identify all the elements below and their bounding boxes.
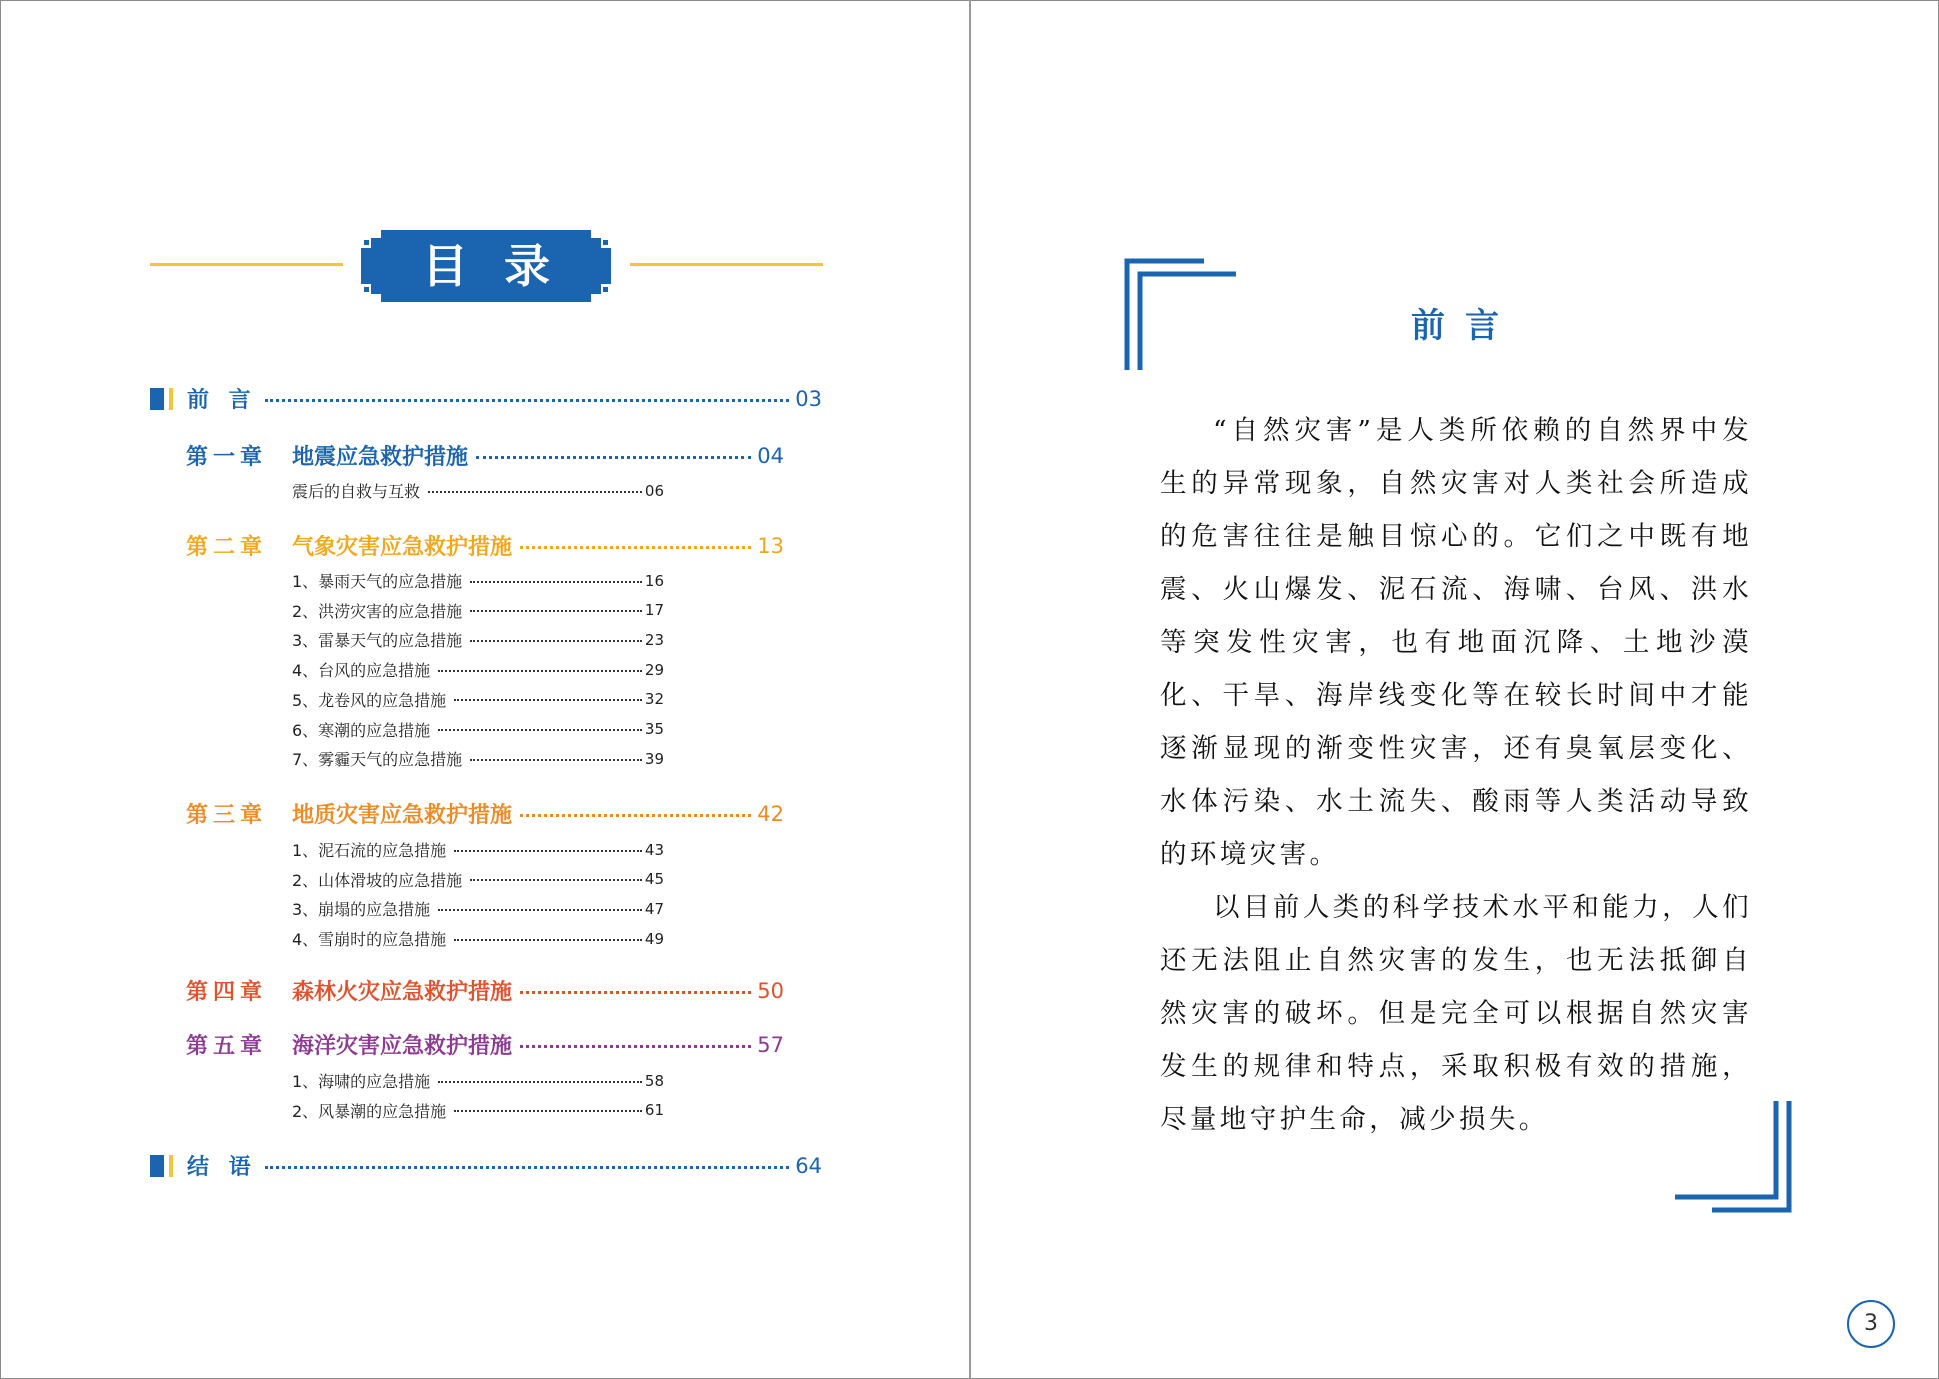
toc-section-entry[interactable] — [292, 628, 664, 651]
preface-body — [1160, 404, 1752, 1146]
chapter-page: 50 — [757, 978, 784, 1003]
toc-section-entry[interactable] — [292, 658, 664, 681]
chapter-number: 第四章 — [186, 980, 268, 1005]
section-label: 6、寒潮的应急措施 — [292, 720, 431, 740]
toc-chapter-entry[interactable] — [186, 798, 784, 829]
leader-dots — [520, 546, 751, 549]
section-page: 06 — [644, 481, 664, 500]
section-label: 2、风暴潮的应急措施 — [292, 1101, 447, 1121]
section-label: 3、崩塌的应急措施 — [292, 900, 431, 920]
title-rule-right — [630, 263, 823, 266]
leader-dots — [454, 939, 642, 941]
chapter-number: 第一章 — [186, 445, 268, 470]
section-page: 58 — [644, 1071, 664, 1090]
toc-epilogue-label: 结 语 — [187, 1155, 257, 1180]
section-label: 1、海啸的应急措施 — [292, 1072, 431, 1091]
leader-dots — [520, 1045, 751, 1048]
leader-dots — [454, 850, 642, 852]
toc-epilogue-entry[interactable] — [150, 1150, 822, 1181]
toc-section-entry[interactable] — [292, 479, 664, 502]
leader-dots — [520, 991, 751, 994]
toc-section-entry[interactable] — [292, 569, 664, 592]
section-page: 49 — [644, 929, 664, 948]
section-label: 4、台风的应急措施 — [292, 661, 431, 681]
chapter-title: 地震应急救护措施 — [292, 445, 469, 470]
toc-marker-icon — [150, 1155, 164, 1177]
preface-title: 前言 — [1411, 306, 1519, 346]
section-label: 震后的自救与互救 — [292, 482, 421, 501]
chapter-page: 57 — [757, 1032, 784, 1057]
leader-dots — [470, 581, 642, 583]
toc-chapter-entry[interactable] — [186, 530, 784, 561]
leader-dots — [265, 1166, 790, 1169]
chapter-title: 森林火灾应急救护措施 — [292, 980, 513, 1005]
leader-dots — [438, 729, 642, 731]
leader-dots — [454, 1110, 642, 1112]
toc-section-entry[interactable] — [292, 718, 664, 741]
toc-preface-page: 03 — [795, 386, 822, 411]
section-page: 23 — [644, 630, 664, 649]
chapter-title: 海洋灾害应急救护措施 — [292, 1034, 513, 1059]
toc-chapter-entry[interactable] — [186, 975, 784, 1006]
chapter-page: 42 — [757, 801, 784, 826]
book-spine — [969, 0, 971, 1379]
toc-marker-accent — [169, 388, 173, 410]
leader-dots — [265, 399, 790, 402]
toc-section-entry[interactable] — [292, 1099, 664, 1122]
preface-paragraph-2: 以目前人类的科学技术水平和能力，人们还无法阻止自然灾害的发生，也无法抵御自然灾害的破坏。但是完全可以根据自然灾害发生的规律和特点，采取积极有效的措施，尽量地守护生命，减少损失。 — [1160, 892, 1752, 1135]
toc-marker-accent — [169, 1155, 173, 1177]
chapter-number: 第二章 — [186, 535, 268, 560]
preface-paragraph-1: “自然灾害”是人类所依赖的自然界中发生的异常现象，自然灾害对人类社会所造成的危害往往是触目惊心的。它们之中既有地震、火山爆发、泥石流、海啸、台风、洪水等突发性灾害，也有地面沉降、土地沙漠化、干旱、海岸线变化等在较长时间中才能逐渐显现的渐变性灾害，还有臭氧层变化、水体污染、水土流失、酸雨等人类活动导致的环境灾害。 — [1160, 415, 1752, 870]
toc-section-entry[interactable] — [292, 1069, 664, 1092]
section-page: 16 — [644, 571, 664, 590]
section-label: 1、暴雨天气的应急措施 — [292, 572, 463, 591]
section-label: 4、雪崩时的应急措施 — [292, 930, 447, 950]
section-label: 2、山体滑坡的应急措施 — [292, 870, 463, 890]
leader-dots — [476, 456, 751, 459]
section-label: 1、泥石流的应急措施 — [292, 841, 447, 860]
leader-dots — [470, 610, 642, 612]
title-rule-left — [150, 263, 343, 266]
section-page: 32 — [644, 690, 664, 709]
toc-section-entry[interactable] — [292, 747, 664, 770]
leader-dots — [470, 759, 642, 761]
toc-section-entry[interactable] — [292, 599, 664, 622]
section-page: 45 — [644, 870, 664, 889]
section-page: 61 — [644, 1101, 664, 1120]
toc-preface-label: 前 言 — [187, 388, 257, 413]
toc-section-entry[interactable] — [292, 838, 664, 861]
corner-bracket-top-left-icon — [1124, 258, 1244, 373]
section-label: 2、洪涝灾害的应急措施 — [292, 601, 463, 621]
chapter-number: 第三章 — [186, 803, 268, 828]
toc-marker-icon — [150, 388, 164, 410]
leader-dots — [470, 879, 642, 881]
section-page: 47 — [644, 899, 664, 918]
toc-chapter-entry[interactable] — [186, 440, 784, 471]
chapter-number: 第五章 — [186, 1034, 268, 1059]
leader-dots — [438, 909, 642, 911]
toc-preface-entry[interactable] — [150, 383, 822, 414]
leader-dots — [438, 1081, 642, 1083]
section-page: 35 — [644, 720, 664, 738]
section-page: 29 — [644, 660, 664, 679]
page-number: 3 — [1847, 1300, 1895, 1348]
chapter-title: 地质灾害应急救护措施 — [292, 803, 513, 828]
toc-section-entry[interactable] — [292, 927, 664, 950]
leader-dots — [454, 699, 642, 701]
toc-title: 目录 — [422, 239, 586, 293]
chapter-title: 气象灾害应急救护措施 — [292, 535, 513, 560]
leader-dots — [520, 814, 751, 817]
chapter-page: 13 — [757, 533, 784, 558]
toc-section-entry[interactable] — [292, 688, 664, 711]
section-page: 17 — [644, 601, 664, 620]
toc-epilogue-page: 64 — [795, 1153, 822, 1178]
leader-dots — [438, 670, 642, 672]
section-page: 39 — [644, 749, 664, 768]
leader-dots — [470, 640, 642, 642]
chapter-page: 04 — [757, 443, 784, 468]
section-label: 7、雾霾天气的应急措施 — [292, 750, 463, 770]
toc-chapter-entry[interactable] — [186, 1029, 784, 1060]
section-label: 5、龙卷风的应急措施 — [292, 690, 447, 710]
section-page: 43 — [644, 840, 664, 859]
leader-dots — [428, 491, 642, 493]
toc-section-entry[interactable] — [292, 897, 664, 920]
toc-section-entry[interactable] — [292, 868, 664, 891]
section-label: 3、雷暴天气的应急措施 — [292, 631, 463, 651]
